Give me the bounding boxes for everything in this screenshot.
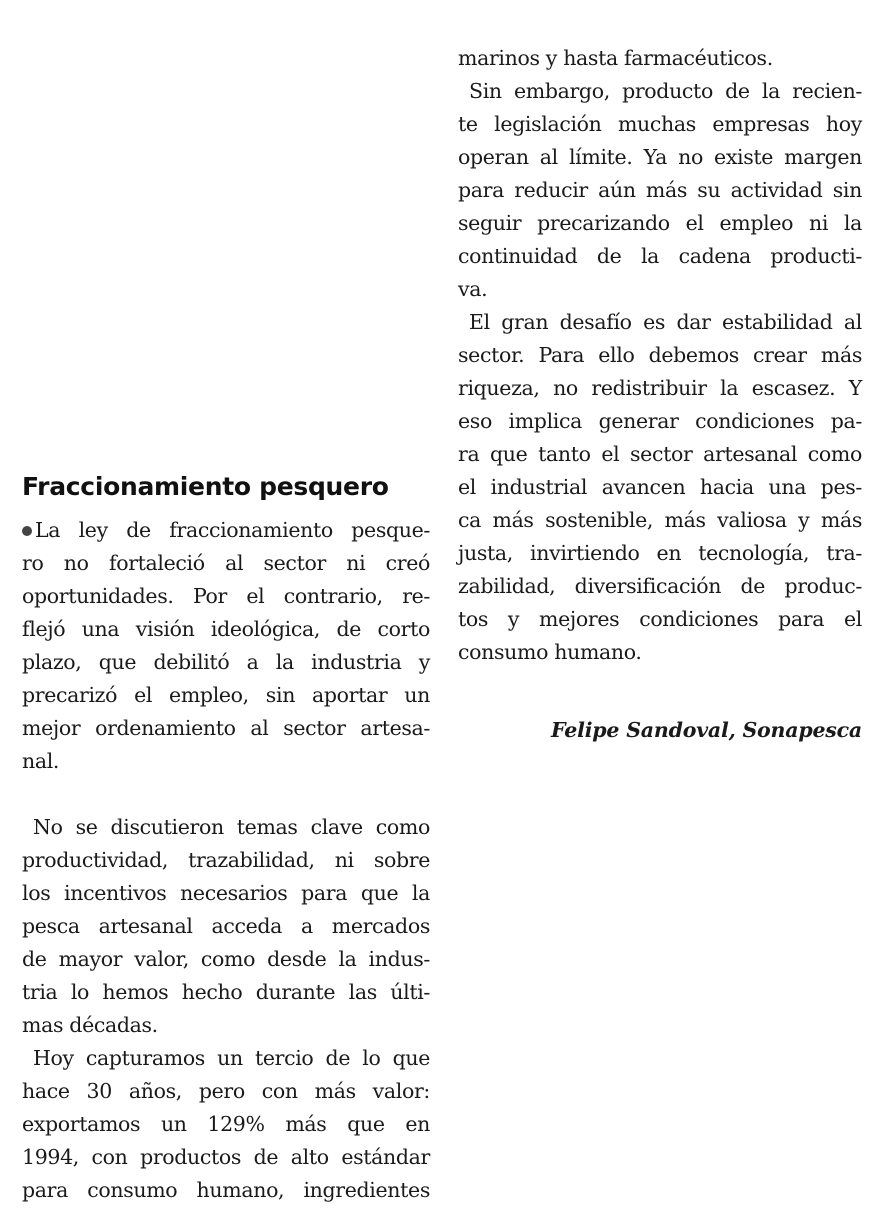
text-line: va. bbox=[458, 277, 488, 301]
text-line: eso implica generar condiciones pa- bbox=[458, 409, 862, 433]
author-signature: Felipe Sandoval, Sonapesca bbox=[551, 718, 862, 742]
text-line: seguir precarizando el empleo ni la bbox=[458, 211, 862, 235]
text-line: ra que tanto el sector artesanal como bbox=[458, 442, 862, 466]
text-line: flejó una visión ideológica, de corto bbox=[22, 617, 430, 641]
text-line: te legislación muchas empresas hoy bbox=[458, 112, 862, 136]
text-line: tria lo hemos hecho durante las últi- bbox=[22, 980, 430, 1004]
article-title: Fraccionamiento pesquero bbox=[22, 472, 389, 501]
text-line: El gran desafío es dar estabilidad al bbox=[469, 310, 862, 334]
text-line: ca más sostenible, más valiosa y más bbox=[458, 508, 862, 532]
text-line: mas décadas. bbox=[22, 1013, 158, 1037]
text-line: pesca artesanal acceda a mercados bbox=[22, 914, 430, 938]
text-line: sector. Para ello debemos crear más bbox=[458, 343, 862, 367]
text-line: continuidad de la cadena producti- bbox=[458, 244, 862, 268]
text-line: de mayor valor, como desde la indus- bbox=[22, 947, 430, 971]
text-line: marinos y hasta farmacéuticos. bbox=[458, 46, 773, 70]
text-line: ro no fortaleció al sector ni creó bbox=[22, 551, 430, 575]
text-line: No se discutieron temas clave como bbox=[33, 815, 430, 839]
text-line: operan al límite. Ya no existe margen bbox=[458, 145, 862, 169]
text-line: hace 30 años, pero con más valor: bbox=[22, 1079, 430, 1103]
text-line: mejor ordenamiento al sector artesa- bbox=[22, 716, 430, 740]
text-line: consumo humano. bbox=[458, 640, 642, 664]
text-line: el industrial avancen hacia una pes- bbox=[458, 475, 862, 499]
text-line: riqueza, no redistribuir la escasez. Y bbox=[458, 376, 862, 400]
text-line: 1994, con productos de alto estándar bbox=[22, 1145, 430, 1169]
text-line: nal. bbox=[22, 749, 60, 773]
text-line: plazo, que debilitó a la industria y bbox=[22, 650, 430, 674]
text-line: precarizó el empleo, sin aportar un bbox=[22, 683, 430, 707]
bullet-icon bbox=[22, 526, 32, 536]
text-line: Sin embargo, producto de la recien- bbox=[469, 79, 862, 103]
text-line: para reducir aún más su actividad sin bbox=[458, 178, 862, 202]
text-line: los incentivos necesarios para que la bbox=[22, 881, 430, 905]
text-line: oportunidades. Por el contrario, re- bbox=[22, 584, 430, 608]
text-line: Hoy capturamos un tercio de lo que bbox=[33, 1046, 430, 1070]
text-line-content: La ley de fraccionamiento pesque- bbox=[35, 518, 430, 542]
text-line: tos y mejores condiciones para el bbox=[458, 607, 862, 631]
text-line: zabilidad, diversificación de produc- bbox=[458, 574, 862, 598]
text-line: justa, invirtiendo en tecnología, tra- bbox=[458, 541, 862, 565]
text-line: productividad, trazabilidad, ni sobre bbox=[22, 848, 430, 872]
text-line bbox=[22, 514, 430, 547]
text-line: para consumo humano, ingredientes bbox=[22, 1178, 430, 1202]
text-line: exportamos un 129% más que en bbox=[22, 1112, 430, 1136]
